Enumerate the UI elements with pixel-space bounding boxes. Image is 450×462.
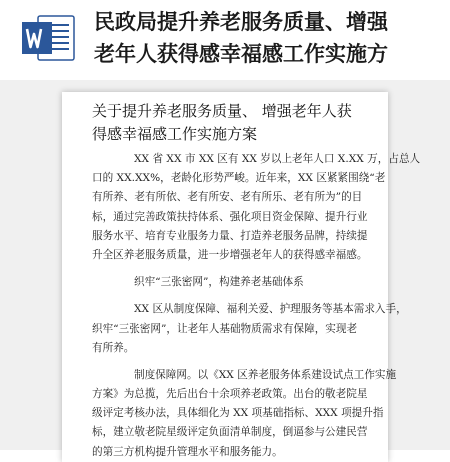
document-title-line: 得感幸福感工作实施方案 xyxy=(92,125,258,143)
paragraph xyxy=(92,150,421,265)
word-document-icon xyxy=(20,12,76,64)
text-line: 有所养。 xyxy=(92,341,135,354)
text-line: 口的 XX.XX%，老龄化形势严峻。近年来，XX 区紧紧围绕“老 xyxy=(92,172,386,185)
text-line: 有所养、老有所依、老有所安、老有所乐、老有所为”的目 xyxy=(92,191,363,204)
section-heading xyxy=(92,273,382,292)
text-line: 织牢“三张密网”，让老年人基础物质需求有保障，实现老 xyxy=(92,322,358,335)
text-line: 级评定考核办法，具体细化为 XX 项基础指标、XXX 项提升指 xyxy=(92,407,384,420)
text-line: 标，通过完善政策扶持体系、强化项目资金保障、提升行业 xyxy=(92,210,368,223)
document-page xyxy=(62,92,421,462)
text-line: 的第三方机构提升管理水平和服务能力。 xyxy=(92,445,283,458)
header-title-line: 老年人获得感幸福感工作实施方 xyxy=(94,42,388,66)
document-title-line: 关于提升养老服务质量、 增强老年人获 xyxy=(92,102,352,120)
text-line: 方案》为总揽，先后出台十余项养老政策。出台的敬老院星 xyxy=(92,388,368,401)
text-line: 服务水平、培育专业服务力量、打造养老服务品牌，持续提 xyxy=(92,229,368,242)
text-line: 制度保障网。以《XX 区养老服务体系建设试点工作实施 xyxy=(134,368,397,381)
header-banner xyxy=(0,0,450,80)
paragraph xyxy=(92,366,397,462)
header-title xyxy=(94,6,444,70)
text-line: 升全区养老服务质量，进一步增强老年人的获得感幸福感。 xyxy=(92,248,368,261)
header-title-line: 民政局提升养老服务质量、增强 xyxy=(94,10,388,34)
text-line: XX 省 XX 市 XX 区有 XX 岁以上老年人口 X.XX 万，占总人 xyxy=(134,153,421,165)
text-line: 织牢“三张密网”，构建养老基础体系 xyxy=(134,276,304,289)
document-title xyxy=(92,100,382,146)
document-body xyxy=(92,150,421,462)
text-line: 标，建立敬老院星级评定负面清单制度，倒逼参与公建民营 xyxy=(92,426,368,439)
text-line: XX 区从制度保障、福利关爱、护理服务等基本需求入手， xyxy=(134,303,407,316)
paragraph xyxy=(92,300,407,358)
